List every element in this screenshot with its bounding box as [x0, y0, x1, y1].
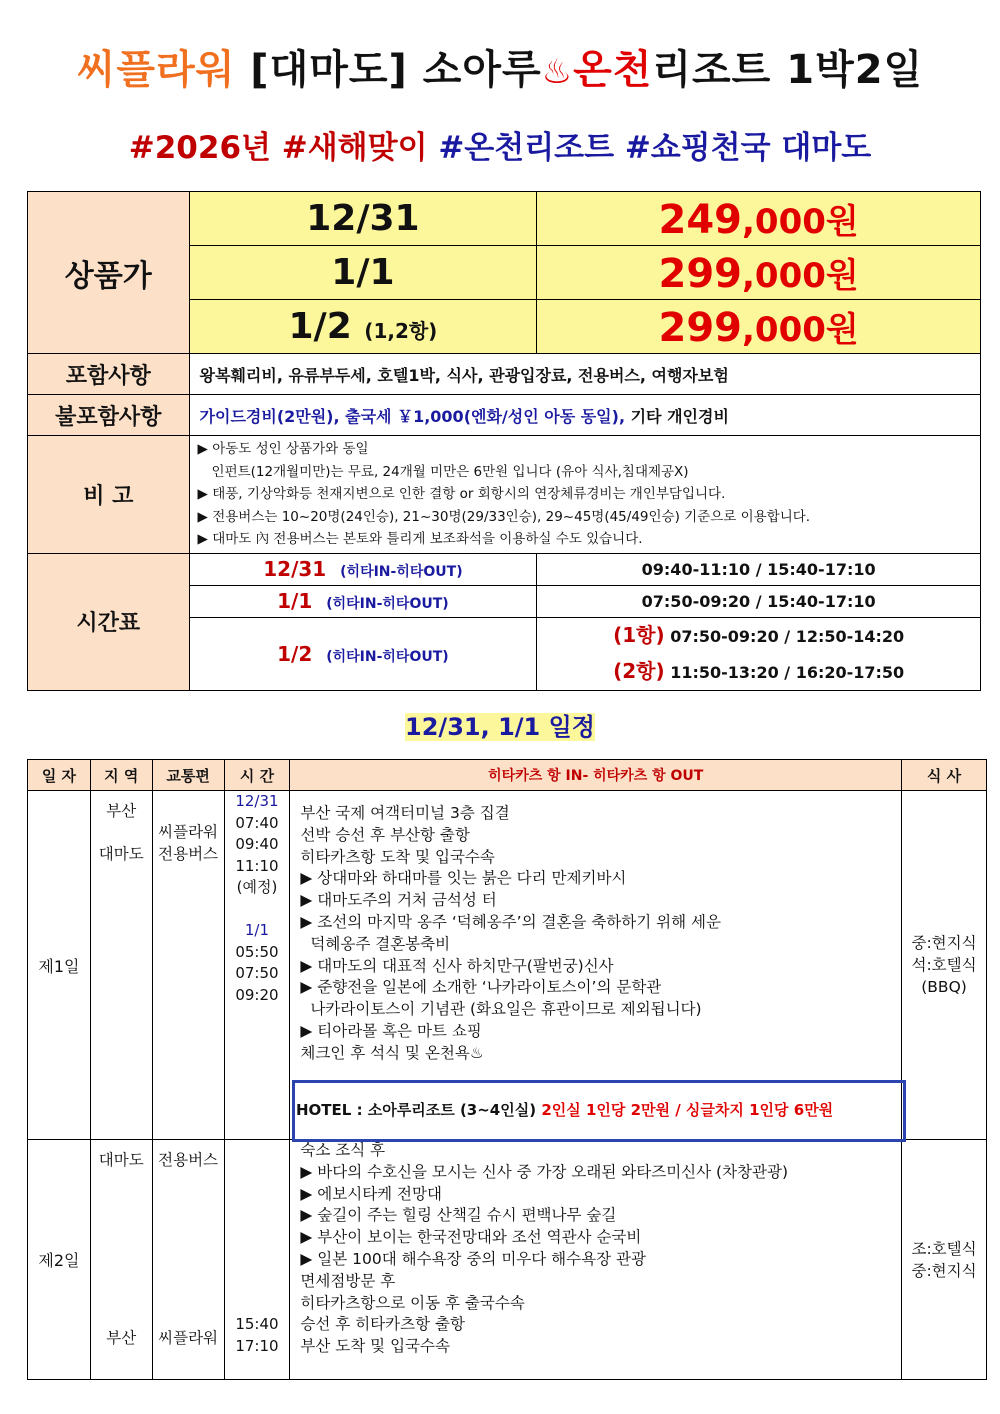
- day2-label: 제2일: [28, 1140, 91, 1380]
- excluded-label: 불포함사항: [28, 395, 190, 436]
- excluded-text: 가이드경비(2만원), 출국세 ￥1,000(엔화/성인 아동 동일), 기타 개인경비: [189, 395, 980, 436]
- timetable-date: 1/2 (히타IN-히타OUT): [189, 617, 537, 690]
- timetable-label: 시간표: [28, 553, 190, 690]
- hashtags-blue: #온천리조트 #쇼핑천국 대마도: [427, 130, 872, 166]
- day1-regions: 부산 대마도: [90, 791, 152, 1140]
- hashtags-red: #2026년 #새해맞이: [128, 130, 428, 166]
- remark-line: 인펀트(12개월미만)는 무료, 24개월 미만은 6만원 입니다 (유아 식사,침대제공X): [211, 463, 689, 480]
- header-transport: 교통편: [152, 760, 224, 791]
- timetable-times: (1항) 07:50-09:20 / 12:50-14:20 (2항) 11:50-13:20 / 16:20-17:50: [537, 617, 981, 690]
- remarks-label: 비 고: [28, 436, 190, 554]
- header-route: 히타카츠 항 IN- 히타카츠 항 OUT: [290, 760, 902, 791]
- remark-line: ▶ 전용버스는 10~20명(24인승), 21~30명(29/33인승), 29~45명(45/49인승) 기준으로 이용합니다.: [197, 508, 811, 525]
- itinerary-title: 12/31, 1/1 일정: [405, 713, 595, 741]
- header-region: 지 역: [90, 760, 152, 791]
- timetable-date: 12/31 (히타IN-히타OUT): [189, 553, 537, 585]
- day1-label: 제1일: [28, 791, 91, 1140]
- day1-transport: 씨플라워 전용버스: [152, 791, 224, 1140]
- info-table: [27, 191, 981, 691]
- remark-line: ▶ 대마도 內 전용버스는 본토와 틀리게 보조좌석을 이용하실 수도 있습니다.: [197, 531, 643, 547]
- price-date: 1/1: [189, 246, 537, 300]
- day1-schedule: 부산 국제 여객터미널 3층 집결 선박 승선 후 부산항 출항 히타카츠항 도착 및 입국수속 ▶ 상대마와 하대마를 잇는 붉은 다리 만제키바시 ▶ 대마도주의 거처 금석성 터 ▶ 조선의 마지막 옹주 ‘덕혜옹주’의 결혼을 축하하기 위해 세운 덕혜옹주 결혼봉축비 ▶ 대마도의 대표적 신사 하치만구(팔번궁)신사 ▶ 준향전을 일본에 소개한 ‘나카라이토스이’의 문학관 나카라이토스이 기념관 (화요일은 휴관이므로 제외됩니다) ▶ 티아라몰 혹은 마트 쇼핑 체크인 후 석식 및 온천욕♨: [290, 791, 902, 1140]
- price-amount: 249,000원: [537, 192, 981, 246]
- day1-meals: 중:현지식 석:호텔식 (BBQ): [902, 791, 987, 1140]
- brand-name: 씨플라워: [76, 47, 236, 93]
- itinerary-table: [27, 759, 987, 1380]
- day2-meals: 조:호텔식 중:현지식: [902, 1140, 987, 1380]
- price-label: 상품가: [28, 192, 190, 354]
- timetable-times: 07:50-09:20 / 15:40-17:10: [537, 585, 981, 617]
- price-amount: 299,000원: [537, 300, 981, 354]
- day2-regions: 대마도 부산: [90, 1140, 152, 1380]
- header-day: 일 자: [28, 760, 91, 791]
- title-part2: 리조트 1박2일: [652, 47, 924, 93]
- remarks-list: [189, 436, 980, 554]
- title-part1: [대마도] 소아루: [235, 47, 542, 93]
- price-amount: 299,000원: [537, 246, 981, 300]
- day2-transport: 전용버스 씨플라워: [152, 1140, 224, 1380]
- price-date: 12/31: [189, 192, 537, 246]
- remark-line: ▶ 태풍, 기상악화등 천재지변으로 인한 결항 or 회항시의 연장체류경비는 개인부담입니다.: [197, 486, 726, 502]
- hot-spring-icon: ♨: [541, 52, 574, 92]
- day2-schedule: 숙소 조식 후 ▶ 바다의 수호신을 모시는 신사 중 가장 오래된 와타즈미신사 (차창관광) ▶ 에보시타케 전망대 ▶ 숲길이 주는 힐링 산책길 슈시 편백나무 숲길 ▶ 부산이 보이는 한국전망대와 조선 역관사 순국비 ▶ 일본 100대 해수욕장 중의 미우다 해수욕장 관광 면세점방문 후 히타카츠항으로 이동 후 출국수속 승선 후 히타카츠항 출항 부산 도착 및 입국수속: [290, 1140, 902, 1380]
- included-text: 왕복훼리비, 유류부두세, 호텔1박, 식사, 관광입장료, 전용버스, 여행자보험: [189, 354, 980, 395]
- day2-times: 15:40 17:10: [224, 1140, 290, 1380]
- remark-line: ▶ 아동도 성인 상품가와 동일: [197, 441, 369, 457]
- day1-times: 12/31 07:40 09:40 11:10 (예정) 1/1 05:50 07:50 09:20: [224, 791, 290, 1140]
- included-label: 포함사항: [28, 354, 190, 395]
- timetable-times: 09:40-11:10 / 15:40-17:10: [537, 553, 981, 585]
- hashtags: [0, 122, 1000, 167]
- timetable-date: 1/1 (히타IN-히타OUT): [189, 585, 537, 617]
- header-time: 시 간: [224, 760, 290, 791]
- header-meal: 식 사: [902, 760, 987, 791]
- price-date: 1/2 (1,2항): [189, 300, 537, 354]
- title-hot: 온천: [573, 47, 653, 93]
- hotel-info: HOTEL : 소아루리조트 (3~4인실) 2인실 1인당 2만원 / 싱글차지 1인당 6만원: [296, 1101, 834, 1119]
- page-title: [0, 38, 1000, 95]
